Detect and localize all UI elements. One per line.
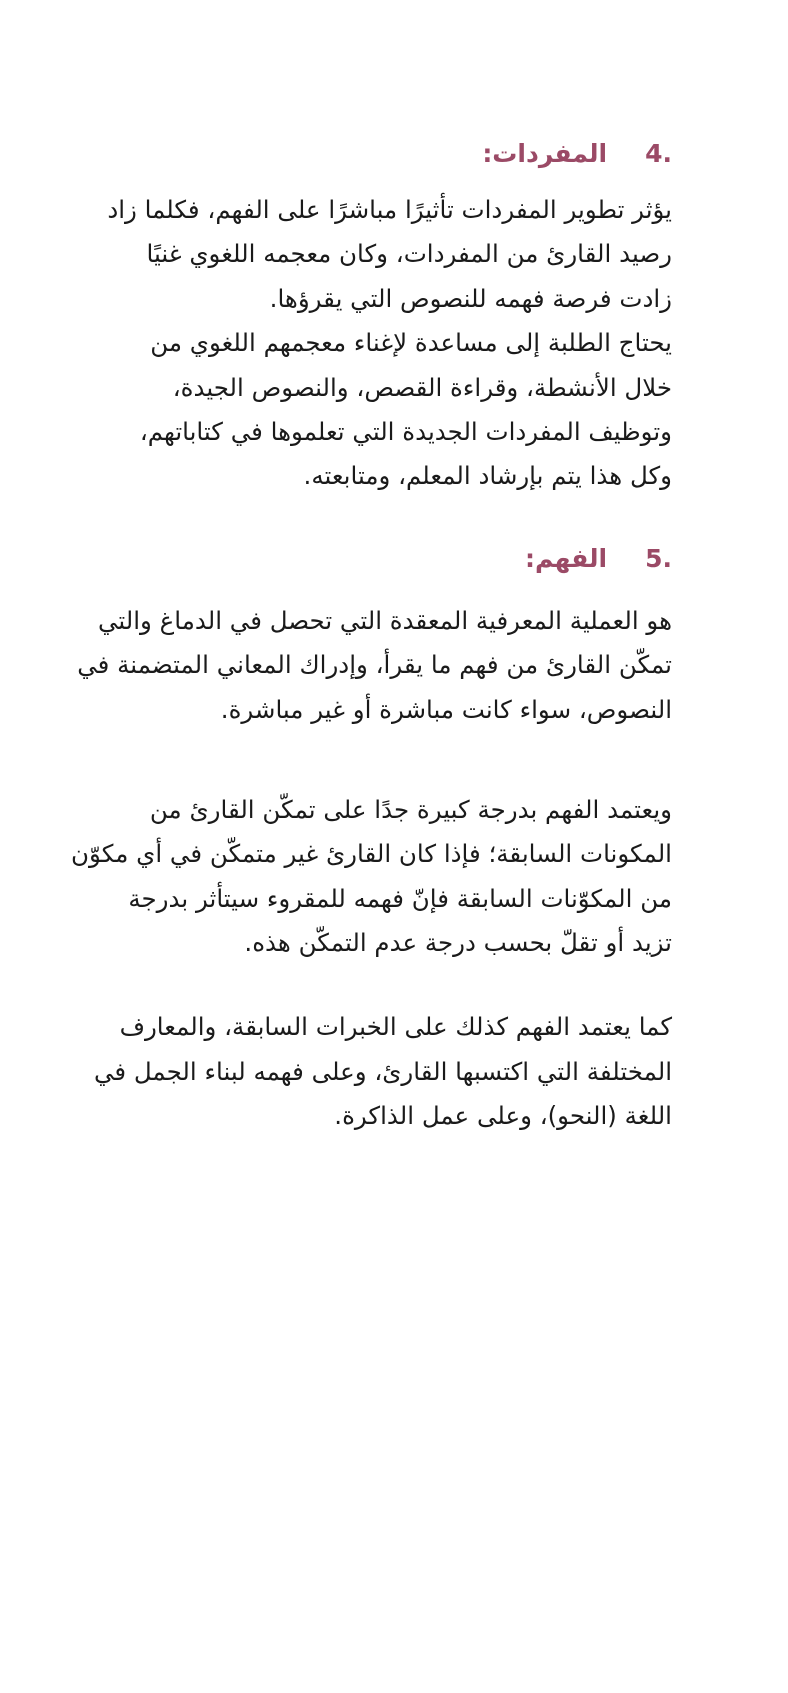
section-5-number: 5. xyxy=(645,543,672,573)
text-line: تزيد أو تقلّ بحسب درجة عدم التمكّن هذه. xyxy=(244,928,672,958)
text-line: يحتاج الطلبة إلى مساعدة لإغناء معجمهم اللغوي من xyxy=(150,328,672,358)
section-4-heading xyxy=(100,132,672,176)
text-line: من المكوّنات السابقة فإنّ فهمه للمقروء سيتأثر بدرجة xyxy=(128,883,672,913)
page-content xyxy=(71,120,672,1139)
text-line: وكل هذا يتم بإرشاد المعلم، ومتابعته. xyxy=(303,461,672,491)
text-line: وتوظيف المفردات الجديدة التي تعلموها في كتاباتهم، xyxy=(139,416,672,446)
section-5-heading xyxy=(100,537,672,581)
text-line: المختلفة التي اكتسبها القارئ، وعلى فهمه لبناء الجمل في xyxy=(93,1056,672,1086)
text-line: زادت فرصة فهمه للنصوص التي يقرؤها. xyxy=(269,283,672,313)
text-line: المكونات السابقة؛ فإذا كان القارئ غير متمكّن في أي مكوّن xyxy=(71,839,672,869)
text-line: هو العملية المعرفية المعقدة التي تحصل في الدماغ والتي xyxy=(97,605,672,635)
text-line: تمكّن القارئ من فهم ما يقرأ، وإدراك المعاني المتضمنة في xyxy=(77,650,672,680)
comprehension-dependency-paragraph xyxy=(71,788,672,966)
comprehension-knowledge-paragraph xyxy=(93,1005,672,1138)
text-line: النصوص، سواء كانت مباشرة أو غير مباشرة. xyxy=(220,694,672,724)
section-4-number: 4. xyxy=(645,139,672,168)
text-line: اللغة (النحو)، وعلى عمل الذاكرة. xyxy=(334,1101,672,1131)
text-line: ويعتمد الفهم بدرجة كبيرة جدًا على تمكّن القارئ من xyxy=(149,794,672,824)
vocabulary-paragraph xyxy=(100,188,672,499)
text-line: كما يعتمد الفهم كذلك على الخبرات السابقة، والمعارف xyxy=(119,1012,672,1042)
comprehension-definition-paragraph xyxy=(77,599,672,732)
section-5-title: الفهم: xyxy=(525,543,608,573)
text-line: خلال الأنشطة، وقراءة القصص، والنصوص الجيدة، xyxy=(172,372,672,402)
text-line: رصيد القارئ من المفردات، وكان معجمه اللغوي غنيًا xyxy=(146,239,672,269)
text-line: يؤثر تطوير المفردات تأثيرًا مباشرًا على الفهم، فكلما زاد xyxy=(107,195,672,224)
section-4-title: المفردات: xyxy=(482,139,608,168)
